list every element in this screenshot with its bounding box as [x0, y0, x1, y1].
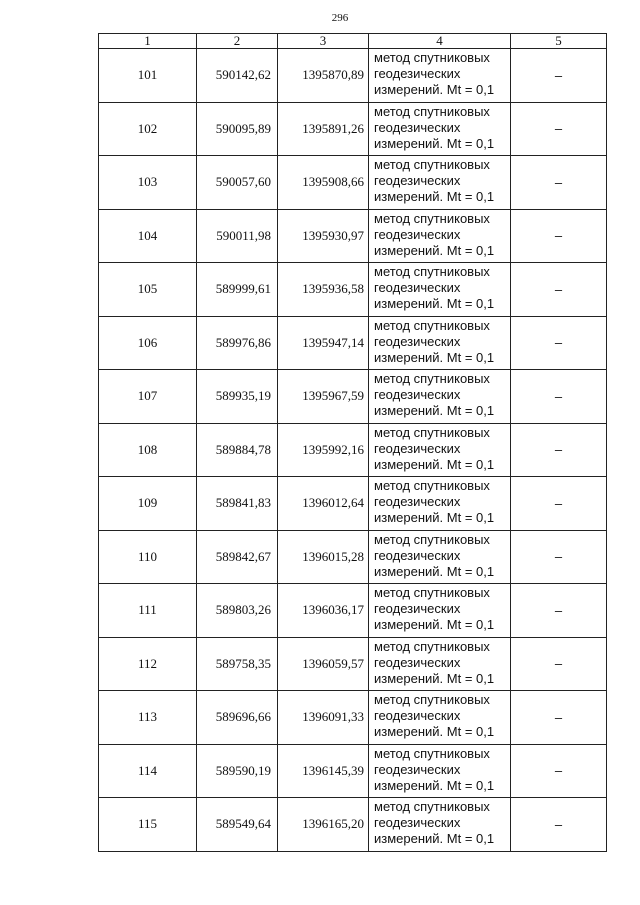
x-coordinate-cell: 590142,62	[197, 49, 278, 103]
method-text-line: геодезических	[374, 226, 461, 242]
y-coordinate-cell: 1395936,58	[278, 263, 369, 317]
y-coordinate-cell: 1396015,28	[278, 530, 369, 584]
method-text-line: метод спутниковых	[374, 103, 490, 119]
table-row	[99, 49, 607, 103]
y-coordinate-cell: 1396165,20	[278, 798, 369, 852]
method-cell	[369, 798, 511, 852]
method-text-line: метод спутниковых	[374, 692, 490, 707]
method-text-line: метод спутниковых	[374, 424, 490, 440]
method-text-line: измерений. Mt = 0,1	[374, 296, 495, 311]
note-cell: –	[511, 209, 607, 263]
method-text-line: метод спутниковых	[374, 317, 490, 333]
method-text-line: измерений. Mt = 0,1	[374, 777, 495, 793]
note-cell: –	[511, 798, 607, 852]
column-header: 1	[99, 34, 197, 49]
note-cell: –	[511, 263, 607, 317]
y-coordinate-cell: 1396012,64	[278, 477, 369, 531]
method-text-line: геодезических	[374, 654, 461, 670]
method-text-line: измерений. Mt = 0,1	[374, 82, 495, 97]
method-text-line: геодезических	[374, 601, 461, 616]
method-text-line: измерений. Mt = 0,1	[374, 831, 495, 846]
y-coordinate-cell: 1395967,59	[278, 370, 369, 424]
y-coordinate-cell: 1395947,14	[278, 316, 369, 370]
x-coordinate-cell: 589976,86	[197, 316, 278, 370]
method-cell	[369, 102, 511, 156]
table-row	[99, 102, 607, 156]
method-text-line: измерений. Mt = 0,1	[374, 135, 495, 151]
x-coordinate-cell: 590057,60	[197, 156, 278, 210]
method-text-line: метод спутниковых	[374, 264, 490, 279]
note-cell: –	[511, 691, 607, 745]
table-row	[99, 477, 607, 531]
method-text-line: измерений. Mt = 0,1	[374, 189, 495, 204]
method-text-line: измерений. Mt = 0,1	[374, 349, 495, 365]
x-coordinate-cell: 589935,19	[197, 370, 278, 424]
column-header: 2	[197, 34, 278, 49]
method-cell	[369, 209, 511, 263]
x-coordinate-cell: 590095,89	[197, 102, 278, 156]
method-text-line: геодезических	[374, 708, 461, 723]
method-text-line: измерений. Mt = 0,1	[374, 242, 495, 258]
method-text-line: геодезических	[374, 66, 461, 81]
x-coordinate-cell: 589803,26	[197, 584, 278, 638]
method-text-line: измерений. Mt = 0,1	[374, 456, 495, 472]
method-text-line: метод спутниковых	[374, 585, 490, 600]
point-number-cell: 111	[99, 584, 197, 638]
x-coordinate-cell: 589884,78	[197, 423, 278, 477]
point-number-cell: 114	[99, 744, 197, 798]
x-coordinate-cell: 589590,19	[197, 744, 278, 798]
y-coordinate-cell: 1396145,39	[278, 744, 369, 798]
method-text-line: геодезических	[374, 333, 461, 349]
y-coordinate-cell: 1396036,17	[278, 584, 369, 638]
table-row	[99, 156, 607, 210]
x-coordinate-cell: 589696,66	[197, 691, 278, 745]
y-coordinate-cell: 1395870,89	[278, 49, 369, 103]
point-number-cell: 108	[99, 423, 197, 477]
y-coordinate-cell: 1395930,97	[278, 209, 369, 263]
y-coordinate-cell: 1396059,57	[278, 637, 369, 691]
table-row	[99, 798, 607, 852]
y-coordinate-cell: 1395891,26	[278, 102, 369, 156]
method-cell	[369, 49, 511, 103]
method-text-line: геодезических	[374, 280, 461, 295]
method-cell	[369, 637, 511, 691]
table-row	[99, 637, 607, 691]
table-row	[99, 530, 607, 584]
point-number-cell: 113	[99, 691, 197, 745]
method-text-line: измерений. Mt = 0,1	[374, 617, 495, 632]
y-coordinate-cell: 1395908,66	[278, 156, 369, 210]
point-number-cell: 106	[99, 316, 197, 370]
y-coordinate-cell: 1396091,33	[278, 691, 369, 745]
note-cell: –	[511, 370, 607, 424]
y-coordinate-cell: 1395992,16	[278, 423, 369, 477]
point-number-cell: 103	[99, 156, 197, 210]
method-text-line: измерений. Mt = 0,1	[374, 670, 495, 686]
method-text-line: метод спутниковых	[374, 478, 490, 493]
point-number-cell: 112	[99, 637, 197, 691]
method-cell	[369, 530, 511, 584]
method-text-line: геодезических	[374, 547, 461, 563]
method-text-line: метод спутниковых	[374, 531, 490, 547]
point-number-cell: 102	[99, 102, 197, 156]
method-text-line: метод спутниковых	[374, 210, 490, 226]
table-header-row	[99, 34, 607, 49]
table-row	[99, 209, 607, 263]
table-row	[99, 691, 607, 745]
method-cell	[369, 370, 511, 424]
method-text-line: измерений. Mt = 0,1	[374, 403, 495, 418]
x-coordinate-cell: 589999,61	[197, 263, 278, 317]
table-row	[99, 423, 607, 477]
method-text-line: геодезических	[374, 761, 461, 777]
note-cell: –	[511, 530, 607, 584]
method-cell	[369, 584, 511, 638]
method-text-line: метод спутниковых	[374, 157, 490, 172]
x-coordinate-cell: 589758,35	[197, 637, 278, 691]
note-cell: –	[511, 477, 607, 531]
x-coordinate-cell: 589549,64	[197, 798, 278, 852]
method-text-line: измерений. Mt = 0,1	[374, 724, 495, 739]
method-text-line: метод спутниковых	[374, 50, 490, 65]
x-coordinate-cell: 590011,98	[197, 209, 278, 263]
method-text-line: метод спутниковых	[374, 371, 490, 386]
page-number: 296	[331, 12, 349, 24]
column-header: 5	[511, 34, 607, 49]
note-cell: –	[511, 584, 607, 638]
note-cell: –	[511, 637, 607, 691]
method-cell	[369, 156, 511, 210]
point-number-cell: 105	[99, 263, 197, 317]
method-text-line: измерений. Mt = 0,1	[374, 510, 495, 525]
note-cell: –	[511, 316, 607, 370]
note-cell: –	[511, 102, 607, 156]
method-text-line: измерений. Mt = 0,1	[374, 563, 495, 579]
method-text-line: геодезических	[374, 440, 461, 456]
method-text-line: геодезических	[374, 387, 461, 402]
table-row	[99, 370, 607, 424]
table-row	[99, 316, 607, 370]
column-header: 3	[278, 34, 369, 49]
coordinates-table	[98, 33, 607, 852]
point-number-cell: 115	[99, 798, 197, 852]
method-text-line: геодезических	[374, 815, 461, 830]
method-text-line: геодезических	[374, 119, 461, 135]
point-number-cell: 109	[99, 477, 197, 531]
note-cell: –	[511, 49, 607, 103]
method-text-line: метод спутниковых	[374, 638, 490, 654]
table-row	[99, 263, 607, 317]
point-number-cell: 107	[99, 370, 197, 424]
point-number-cell: 101	[99, 49, 197, 103]
method-cell	[369, 316, 511, 370]
method-cell	[369, 263, 511, 317]
note-cell: –	[511, 156, 607, 210]
x-coordinate-cell: 589842,67	[197, 530, 278, 584]
table-row	[99, 744, 607, 798]
method-text-line: геодезических	[374, 173, 461, 188]
point-number-cell: 104	[99, 209, 197, 263]
method-cell	[369, 423, 511, 477]
note-cell: –	[511, 423, 607, 477]
column-header: 4	[369, 34, 511, 49]
method-text-line: метод спутниковых	[374, 745, 490, 761]
point-number-cell: 110	[99, 530, 197, 584]
x-coordinate-cell: 589841,83	[197, 477, 278, 531]
table-row	[99, 584, 607, 638]
method-cell	[369, 691, 511, 745]
method-text-line: геодезических	[374, 494, 461, 509]
method-cell	[369, 477, 511, 531]
method-text-line: метод спутниковых	[374, 799, 490, 814]
note-cell: –	[511, 744, 607, 798]
method-cell	[369, 744, 511, 798]
